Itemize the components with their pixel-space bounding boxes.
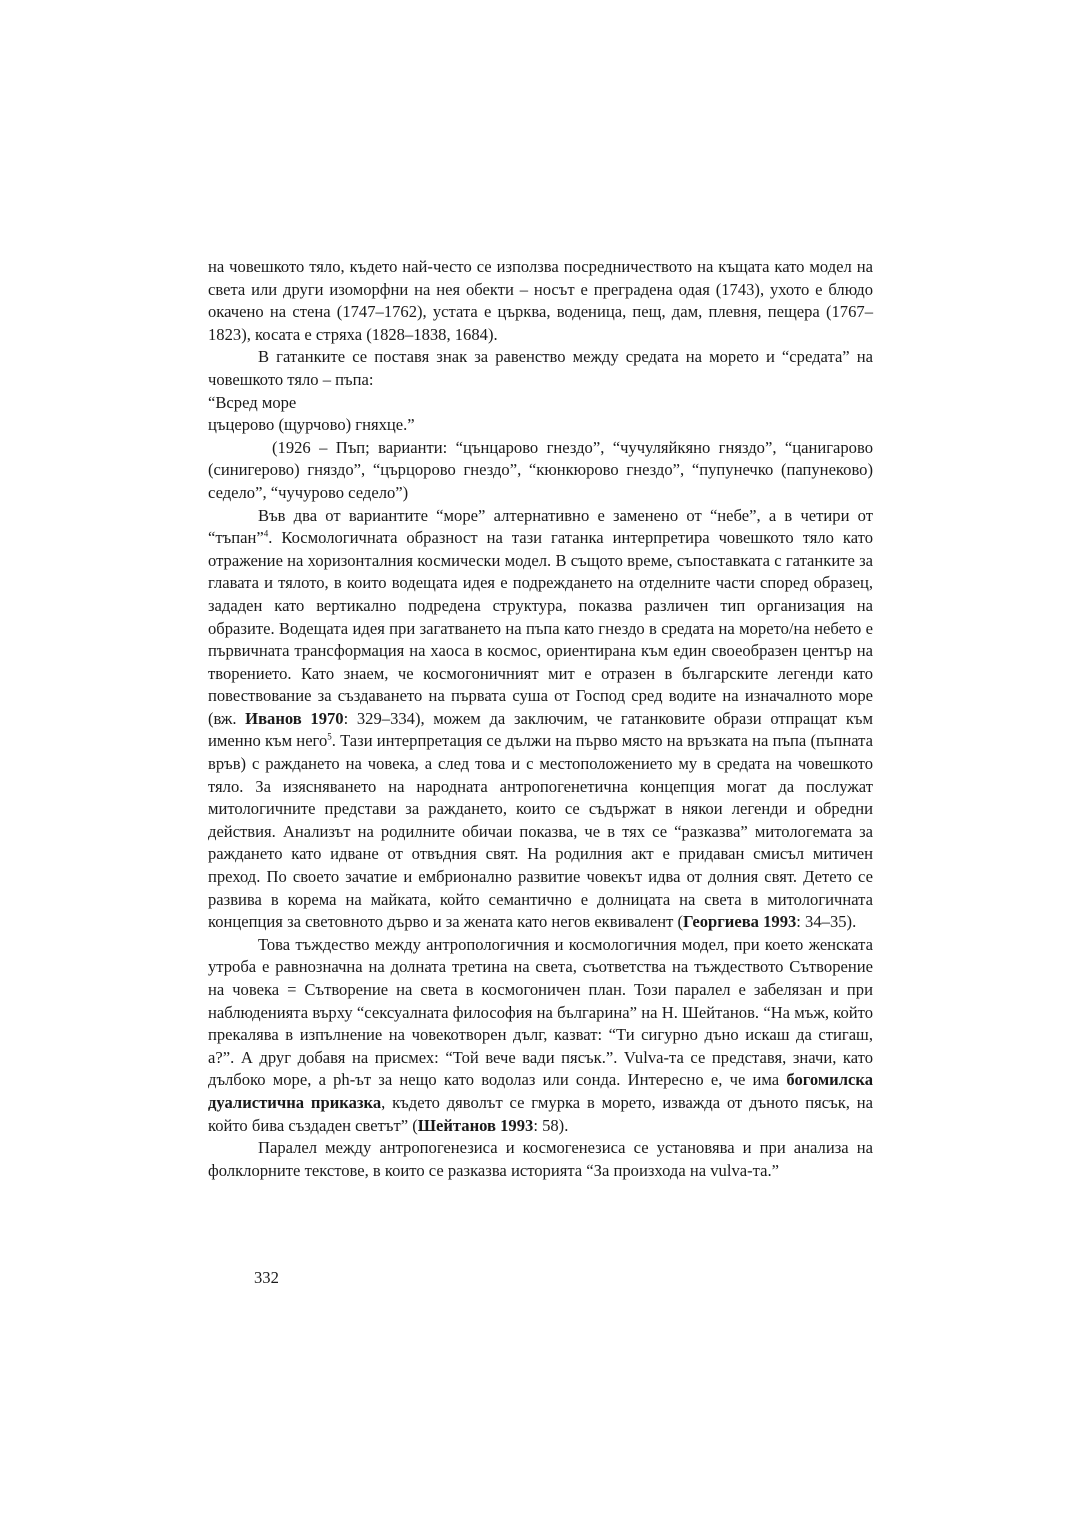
paragraph-4-part-b: . Космологичната образност на тази гатанка интерпретира човешкото тяло като отражение на хоризонталния космически модел. В същото време, съпоставката с гатанките за главата и тялото, в които водещата идея е подреждането на отделните части според образец, зададен като вертикално подредена структура, показва различен тип организация на образите. Водещата идея при загатването на пъпа като гнездо в средата на морето/на небето е първичната трансформация на хаоса в космос, ориентирана към един своеобразен център на творението. Като знаем, че космогоничният мит е отразен в българските легенди като повествование за създаването на първата суша от Господ сред водите на изначалното море (вж. <box>208 528 873 728</box>
citation-georgieva: Георгиева 1993 <box>683 912 797 932</box>
paragraph-4-part-e: : 34–35). <box>796 912 857 932</box>
riddle-variants: (1926 – Пъп; варианти: “цънцарово гнездо”, “чучуляйкяно гняздо”, “цанигарово (синигерово) гняздо”, “църцорово гнездо”, “кюнкюрово гнездо”, “пупунечко (папунеково) седело”, “чучурово седело”) <box>208 437 873 502</box>
footnote-ref-4[interactable]: 4 <box>263 528 269 539</box>
paragraph-5-part-c: : 58). <box>533 1115 569 1135</box>
riddle-line-2: цъцерово (щурчово) гняхце.” <box>208 415 415 435</box>
riddle-line-1: “Всред море <box>208 392 297 412</box>
emphasis-bogomil-tale: богомилска дуалистична приказка <box>208 1070 873 1112</box>
paragraph-4 <box>208 505 873 934</box>
citation-ivanov: Иванов 1970 <box>245 708 344 728</box>
paragraph-6: Паралел между антропогенезиса и космогенезиса се установява и при анализа на фолклорните текстове, в които се разказва историята “За произхода на vulva-та.” <box>208 1138 873 1180</box>
paragraph-5-part-b: , където дяволът се гмурка в морето, изважда от дъното пясък, на който бива създаден светът” ( <box>208 1092 873 1135</box>
page-body <box>208 256 873 1182</box>
footnote-ref-5[interactable]: 5 <box>327 731 332 742</box>
paragraph-4-part-a: Във два от вариантите “море” алтернативно е заменено от “небе”, а в четири от “тъпан” <box>208 505 873 548</box>
paragraph-1: на човешкото тяло, където най-често се използва посредничеството на къщата като модел на света или други изоморфни на нея обекти – носът е преградена одая (1743), ухото е блюдо окачено на стена (1747–1762), устата е църква, воденица, пещ, дам, плевня, пещера (1767–1823), косата е стряха (1828–1838, 1684). <box>208 257 873 344</box>
paragraph-5 <box>208 934 873 1137</box>
paragraph-2: В гатанките се поставя знак за равенство между средата на морето и “средата” на човешкото тяло – пъпа: <box>208 347 873 389</box>
citation-sheytanov: Шейтанов 1993 <box>417 1115 534 1135</box>
paragraph-4-part-d: . Тази интерпретация се дължи на първо място на връзката на пъпа (пъпната връв) с раждането на човека, а след това и с местоположението му в средата на човешкото тяло. За изясняването на народната антропогенетична концепция могат да послужат митологичните представи за раждането, които се съдържат в някои легенди и обредни действия. Анализът на родилните обичаи показва, че в тях се “разказва” митологемата за раждането като идване от отвъдния свят. На родилния акт е придаван смисъл митичен преход. По своето зачатие и ембрионално развитие човекът идва от долния свят. Детето се развива в корема на майката, който семантично е долницата на света в митологичната концепция за световното дърво и за жената като негов еквивалент ( <box>208 731 873 932</box>
paragraph-4-part-c: : 329–334), можем да заключим, че гатанковите образи отпращат към именно към него <box>208 708 873 751</box>
paragraph-5-part-a: Това тъждество между антропологичния и космологичния модел, при което женската утроба е равнозначна на долната третина на света, съответства на тъждеството Сътворение на човека = Сътворение на света в космогоничен план. Този паралел е забелязан и при наблюденията върху “сексуалната философия на българина” на Н. Шейтанов. “На мъж, който прекалява в изпълнение на човекотворен дълг, казват: “Ти сигурно дъно искаш да стигаш, а?”. А друг добавя на присмех: “Той вече вади пясък.”. Vulva-та се представя, значи, като дълбоко море, а ph-ът за нещо като водолаз или сонда. Интересно е, че има <box>208 934 873 1090</box>
page-number: 332 <box>254 1268 279 1287</box>
